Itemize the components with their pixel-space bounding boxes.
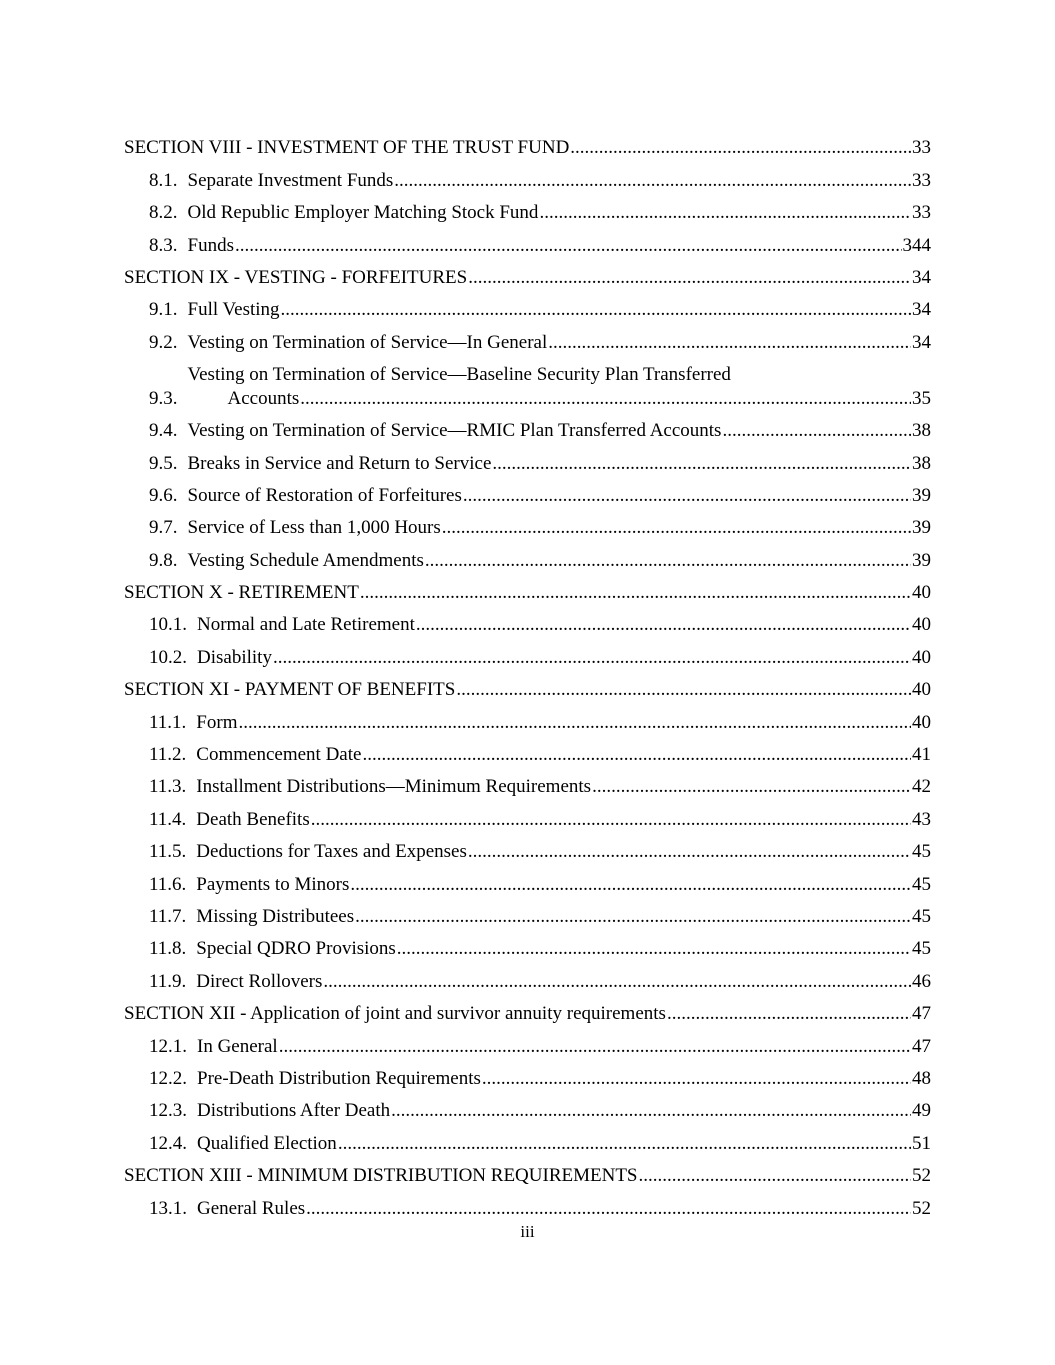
toc-page-number: 40	[912, 646, 931, 668]
toc-section-entry[interactable]	[124, 670, 931, 702]
toc-page-number: 33	[912, 137, 931, 159]
toc-subsection-entry[interactable]	[124, 864, 931, 896]
toc-subsection-entry[interactable]	[124, 1123, 931, 1155]
toc-subsection-entry[interactable]	[124, 290, 931, 322]
toc-page-number: 40	[912, 679, 931, 701]
dot-leader	[482, 1067, 911, 1091]
toc-section-entry[interactable]	[124, 128, 931, 160]
dot-leader	[360, 581, 911, 605]
toc-subsection-entry[interactable]	[124, 1026, 931, 1058]
dot-leader	[355, 905, 911, 929]
toc-subsection-entry[interactable]	[124, 160, 931, 192]
toc-entry-title: General Rules	[197, 1197, 306, 1219]
toc-subsection-entry[interactable]	[124, 225, 931, 257]
toc-entry-number: 11.5.	[149, 841, 187, 863]
toc-page-number: 45	[912, 905, 931, 927]
toc-page-number: 47	[912, 1035, 931, 1057]
toc-entry-number: 9.3.	[149, 387, 178, 409]
dot-leader	[300, 387, 911, 411]
toc-entry-title: Vesting on Termination of Service—Baseline Security Plan Transferred	[187, 363, 731, 385]
toc-page-number: 38	[912, 420, 931, 442]
toc-entry-title: Old Republic Employer Matching Stock Fund	[187, 202, 539, 224]
toc-subsection-entry[interactable]	[124, 605, 931, 637]
toc-page-number: 34	[912, 299, 931, 321]
toc-entry-title: Service of Less than 1,000 Hours	[187, 517, 441, 539]
toc-page-number: 45	[912, 841, 931, 863]
toc-entry-number: 11.7.	[149, 905, 187, 927]
toc-section-entry[interactable]	[124, 1156, 931, 1188]
toc-entry-number: 12.1.	[149, 1035, 187, 1057]
toc-subsection-entry[interactable]	[124, 322, 931, 354]
toc-entry-number: 9.2.	[149, 331, 178, 353]
toc-entry-title: Special QDRO Provisions	[196, 938, 396, 960]
dot-leader	[492, 452, 911, 476]
dot-leader	[281, 298, 911, 322]
toc-entry-title: Form	[196, 711, 238, 733]
toc-entry-number: 10.2.	[149, 646, 187, 668]
toc-entry-number: 9.1.	[149, 299, 178, 321]
toc-page-number: 35	[912, 387, 931, 409]
toc-entry-title: Missing Distributees	[196, 905, 355, 927]
toc-entry-title-continuation: Accounts	[227, 387, 300, 409]
dot-leader	[442, 516, 911, 540]
toc-subsection-entry[interactable]	[124, 411, 931, 443]
toc-subsection-entry[interactable]	[124, 702, 931, 734]
toc-entry-title: SECTION VIII - INVESTMENT OF THE TRUST FUND	[124, 137, 570, 159]
toc-page-number: 40	[912, 711, 931, 733]
page-number: iii	[520, 1222, 535, 1241]
toc-subsection-entry[interactable]	[124, 961, 931, 993]
toc-page-number: 40	[912, 582, 931, 604]
dot-leader	[397, 937, 911, 961]
toc-entry-title: Pre-Death Distribution Requirements	[197, 1067, 481, 1089]
dot-leader	[639, 1164, 912, 1188]
toc-entry-title: SECTION XI - PAYMENT OF BENEFITS	[124, 679, 456, 701]
toc-subsection-entry[interactable]	[124, 735, 931, 767]
toc-page-number: 45	[912, 873, 931, 895]
toc-entry-number: 8.2.	[149, 202, 178, 224]
toc-entry-number: 13.1.	[149, 1197, 187, 1219]
dot-leader	[235, 234, 902, 258]
toc-entry-title: In General	[197, 1035, 278, 1057]
toc-subsection-entry[interactable]	[124, 540, 931, 572]
toc-subsection-entry[interactable]	[124, 799, 931, 831]
toc-entry-number: 11.6.	[149, 873, 187, 895]
toc-page-number: 344	[902, 234, 931, 256]
dot-leader	[323, 970, 911, 994]
toc-page-number: 45	[912, 938, 931, 960]
toc-entry-title: Direct Rollovers	[196, 970, 323, 992]
toc-entry-number: 11.3.	[149, 776, 187, 798]
toc-page-number: 51	[912, 1132, 931, 1154]
toc-section-entry[interactable]	[124, 258, 931, 290]
dot-leader	[362, 743, 911, 767]
table-of-contents	[124, 128, 931, 1221]
dot-leader	[570, 136, 911, 160]
toc-entry-number: 12.4.	[149, 1132, 187, 1154]
dot-leader	[667, 1002, 911, 1026]
toc-entry-title: Death Benefits	[196, 808, 310, 830]
dot-leader	[416, 613, 911, 637]
toc-page-number: 40	[912, 614, 931, 636]
toc-subsection-entry[interactable]	[124, 1059, 931, 1091]
toc-entry-title: Source of Restoration of Forfeitures	[187, 484, 462, 506]
toc-entry-number: 9.8.	[149, 549, 178, 571]
dot-leader	[311, 808, 911, 832]
toc-entry-title: Installment Distributions—Minimum Requirements	[196, 776, 592, 798]
dot-leader	[279, 1035, 911, 1059]
dot-leader	[539, 201, 911, 225]
toc-section-entry[interactable]	[124, 573, 931, 605]
toc-page-number: 46	[912, 970, 931, 992]
toc-page-number: 34	[912, 331, 931, 353]
toc-entry-title: SECTION IX - VESTING - FORFEITURES	[124, 266, 468, 288]
toc-entry-title: Payments to Minors	[196, 873, 350, 895]
toc-entry-title: Full Vesting	[187, 299, 280, 321]
dot-leader	[238, 711, 911, 735]
toc-subsection-entry[interactable]	[124, 1091, 931, 1123]
toc-page-number: 34	[912, 266, 931, 288]
toc-entry-title: Vesting on Termination of Service—RMIC Plan Transferred Accounts	[187, 420, 722, 442]
dot-leader	[592, 775, 911, 799]
toc-page-number: 43	[912, 808, 931, 830]
toc-subsection-entry[interactable]	[124, 1188, 931, 1220]
toc-entry-number: 10.1.	[149, 614, 187, 636]
dot-leader	[394, 169, 911, 193]
dot-leader	[456, 678, 911, 702]
toc-entry-title: Qualified Election	[197, 1132, 337, 1154]
toc-subsection-entry[interactable]	[124, 929, 931, 961]
toc-entry-title: Disability	[197, 646, 272, 668]
toc-entry-title: SECTION XIII - MINIMUM DISTRIBUTION REQUIREMENTS	[124, 1165, 638, 1187]
toc-entry-title: Breaks in Service and Return to Service	[187, 452, 492, 474]
toc-entry-number: 11.4.	[149, 808, 187, 830]
toc-entry-number: 12.3.	[149, 1100, 187, 1122]
dot-leader	[468, 266, 911, 290]
toc-page-number: 41	[912, 744, 931, 766]
toc-entry-number: 9.7.	[149, 517, 178, 539]
dot-leader	[468, 840, 911, 864]
dot-leader	[338, 1132, 911, 1156]
toc-subsection-entry[interactable]	[124, 476, 931, 508]
toc-entry-number: 11.1.	[149, 711, 187, 733]
toc-entry-title: Distributions After Death	[197, 1100, 391, 1122]
toc-subsection-entry[interactable]	[124, 767, 931, 799]
toc-page-number: 39	[912, 549, 931, 571]
toc-entry-title: Vesting Schedule Amendments	[187, 549, 424, 571]
dot-leader	[350, 873, 911, 897]
toc-entry-title: SECTION XII - Application of joint and survivor annuity requirements	[124, 1003, 666, 1025]
toc-subsection-entry[interactable]	[124, 637, 931, 669]
toc-entry-title: Deductions for Taxes and Expenses	[196, 841, 467, 863]
toc-page-number: 52	[912, 1197, 931, 1219]
toc-entry-title: Commencement Date	[196, 744, 362, 766]
toc-subsection-entry[interactable]	[124, 508, 931, 540]
toc-entry-number: 9.6.	[149, 484, 178, 506]
toc-entry-title: Normal and Late Retirement	[197, 614, 415, 636]
toc-entry-number: 11.9.	[149, 970, 187, 992]
toc-subsection-entry[interactable]	[124, 897, 931, 929]
toc-entry-number: 8.3.	[149, 234, 178, 256]
toc-subsection-entry[interactable]	[124, 443, 931, 475]
toc-entry-title: SECTION X - RETIREMENT	[124, 582, 359, 604]
toc-page-number: 38	[912, 452, 931, 474]
toc-page-number: 49	[912, 1100, 931, 1122]
toc-page-number: 47	[912, 1003, 931, 1025]
toc-subsection-entry[interactable]	[124, 355, 931, 411]
toc-entry-number: 9.5.	[149, 452, 178, 474]
toc-page-number: 42	[912, 776, 931, 798]
toc-page-number: 33	[912, 169, 931, 191]
toc-entry-number: 9.4.	[149, 420, 178, 442]
dot-leader	[391, 1099, 911, 1123]
toc-entry-number: 11.8.	[149, 938, 187, 960]
dot-leader	[722, 419, 911, 443]
toc-page-number: 39	[912, 517, 931, 539]
toc-page-number: 33	[912, 202, 931, 224]
toc-entry-title: Funds	[187, 234, 234, 256]
toc-entry-title: Separate Investment Funds	[187, 169, 394, 191]
toc-page-number: 39	[912, 484, 931, 506]
toc-section-entry[interactable]	[124, 994, 931, 1026]
toc-entry-number: 11.2.	[149, 744, 187, 766]
toc-entry-number: 12.2.	[149, 1067, 187, 1089]
dot-leader	[273, 646, 911, 670]
toc-page-number: 52	[912, 1165, 931, 1187]
toc-subsection-entry[interactable]	[124, 193, 931, 225]
toc-subsection-entry[interactable]	[124, 832, 931, 864]
dot-leader	[425, 549, 911, 573]
dot-leader	[306, 1197, 911, 1221]
toc-entry-number: 8.1.	[149, 169, 178, 191]
dot-leader	[548, 331, 911, 355]
toc-entry-title: Vesting on Termination of Service—In General	[187, 331, 548, 353]
dot-leader	[463, 484, 911, 508]
toc-page-number: 48	[912, 1067, 931, 1089]
